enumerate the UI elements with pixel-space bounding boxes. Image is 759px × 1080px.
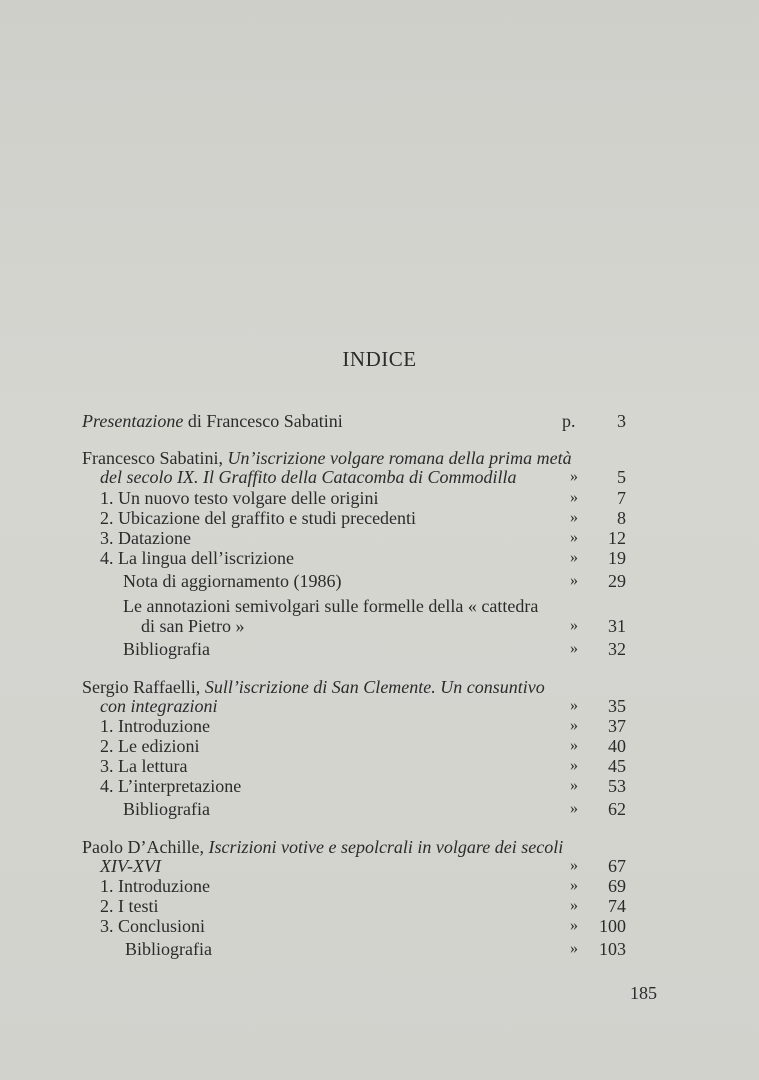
item-text: Conclusioni — [118, 916, 206, 936]
section3-title-line2: XIV-XVI — [100, 856, 161, 876]
item-number: 2. — [100, 736, 114, 756]
section2-heading-line1 — [82, 677, 545, 697]
section2-bibliografia: Bibliografia — [123, 799, 210, 819]
item-marker: » — [570, 940, 578, 957]
item-page: 37 — [608, 716, 626, 736]
presentazione-page: 3 — [617, 411, 626, 431]
page-number: 185 — [630, 983, 657, 1003]
presentazione-entry — [82, 411, 343, 431]
item-marker: » — [570, 777, 578, 794]
annotazioni-line2: di san Pietro » — [141, 616, 245, 636]
section3-item — [100, 876, 210, 896]
item-page: 100 — [599, 916, 626, 936]
item-page: 7 — [617, 488, 626, 508]
section2-title-page: 35 — [608, 696, 626, 716]
item-text: L’interpretazione — [118, 776, 242, 796]
item-number: 2. — [100, 508, 114, 528]
item-number: 1. — [100, 876, 114, 896]
section2-item — [100, 716, 210, 736]
item-marker: » — [570, 877, 578, 894]
item-text: Un nuovo testo volgare delle origini — [118, 488, 379, 508]
section2-bibliografia-page: 62 — [608, 799, 626, 819]
page-title: INDICE — [342, 347, 417, 371]
item-text: La lingua dell’iscrizione — [118, 548, 294, 568]
item-page: 45 — [608, 756, 626, 776]
presentazione-italic: Presentazione — [82, 411, 184, 431]
section3-item — [100, 896, 159, 916]
section1-title-page: 5 — [617, 467, 626, 487]
section2-item — [100, 756, 187, 776]
item-page: 69 — [608, 876, 626, 896]
nota-entry: Nota di aggiornamento (1986) — [123, 571, 342, 591]
item-marker: » — [570, 549, 578, 566]
section3-heading-line1 — [82, 837, 563, 857]
item-text: Introduzione — [118, 876, 210, 896]
nota-page: 29 — [608, 571, 626, 591]
item-number: 3. — [100, 756, 114, 776]
item-number: 2. — [100, 896, 114, 916]
section2-item — [100, 736, 199, 756]
section1-title-marker: » — [570, 468, 578, 485]
item-marker: » — [570, 917, 578, 934]
item-marker: » — [570, 737, 578, 754]
section1-item — [100, 548, 294, 568]
item-number: 4. — [100, 776, 114, 796]
item-number: 1. — [100, 716, 114, 736]
item-page: 19 — [608, 548, 626, 568]
section2-item — [100, 776, 241, 796]
section3-item — [100, 916, 205, 936]
item-number: 4. — [100, 548, 114, 568]
section1-item — [100, 528, 191, 548]
annotazioni-page: 31 — [608, 616, 626, 636]
item-marker: » — [570, 717, 578, 734]
item-marker: » — [570, 757, 578, 774]
annotazioni-line1: Le annotazioni semivolgari sulle formelle della « cattedra — [123, 596, 539, 616]
item-marker: » — [570, 897, 578, 914]
item-marker: » — [570, 800, 578, 817]
item-number: 1. — [100, 488, 114, 508]
item-text: Le edizioni — [118, 736, 200, 756]
section3-title-page: 67 — [608, 856, 626, 876]
section1-title-line2: del secolo IX. Il Graffito della Catacomba di Commodilla — [100, 467, 517, 487]
section1-author: Francesco Sabatini, — [82, 448, 228, 468]
section1-item — [100, 488, 378, 508]
item-text: Introduzione — [118, 716, 210, 736]
section3-bibliografia: Bibliografia — [125, 939, 212, 959]
item-number: 3. — [100, 528, 114, 548]
item-marker: » — [570, 572, 578, 589]
presentazione-rest: di Francesco Sabatini — [183, 411, 343, 431]
section3-title-marker: » — [570, 857, 578, 874]
item-page: 53 — [608, 776, 626, 796]
section2-title-marker: » — [570, 697, 578, 714]
section1-title-line1: Un’iscrizione volgare romana della prima metà — [227, 448, 572, 468]
item-marker: » — [570, 617, 578, 634]
section3-title-line1: Iscrizioni votive e sepolcrali in volgare dei secoli — [208, 837, 564, 857]
item-text: Ubicazione del graffito e studi precedenti — [118, 508, 417, 528]
section1-item — [100, 508, 416, 528]
section1-bibliografia-page: 32 — [608, 639, 626, 659]
section3-author: Paolo D’Achille, — [82, 837, 209, 857]
item-page: 8 — [617, 508, 626, 528]
item-text: Datazione — [118, 528, 191, 548]
item-text: La lettura — [118, 756, 188, 776]
item-marker: » — [570, 640, 578, 657]
section2-title-line2: con integrazioni — [100, 696, 218, 716]
item-number: 3. — [100, 916, 114, 936]
section2-title-line1: Sull’iscrizione di San Clemente. Un consuntivo — [204, 677, 545, 697]
section3-bibliografia-page: 103 — [599, 939, 626, 959]
item-page: 12 — [608, 528, 626, 548]
item-text: I testi — [118, 896, 159, 916]
item-marker: » — [570, 529, 578, 546]
item-marker: » — [570, 509, 578, 526]
section1-heading-line1 — [82, 448, 572, 468]
item-page: 74 — [608, 896, 626, 916]
item-page: 40 — [608, 736, 626, 756]
section1-bibliografia: Bibliografia — [123, 639, 210, 659]
item-marker: » — [570, 489, 578, 506]
section2-author: Sergio Raffaelli, — [82, 677, 205, 697]
page-label: p. — [562, 411, 576, 431]
